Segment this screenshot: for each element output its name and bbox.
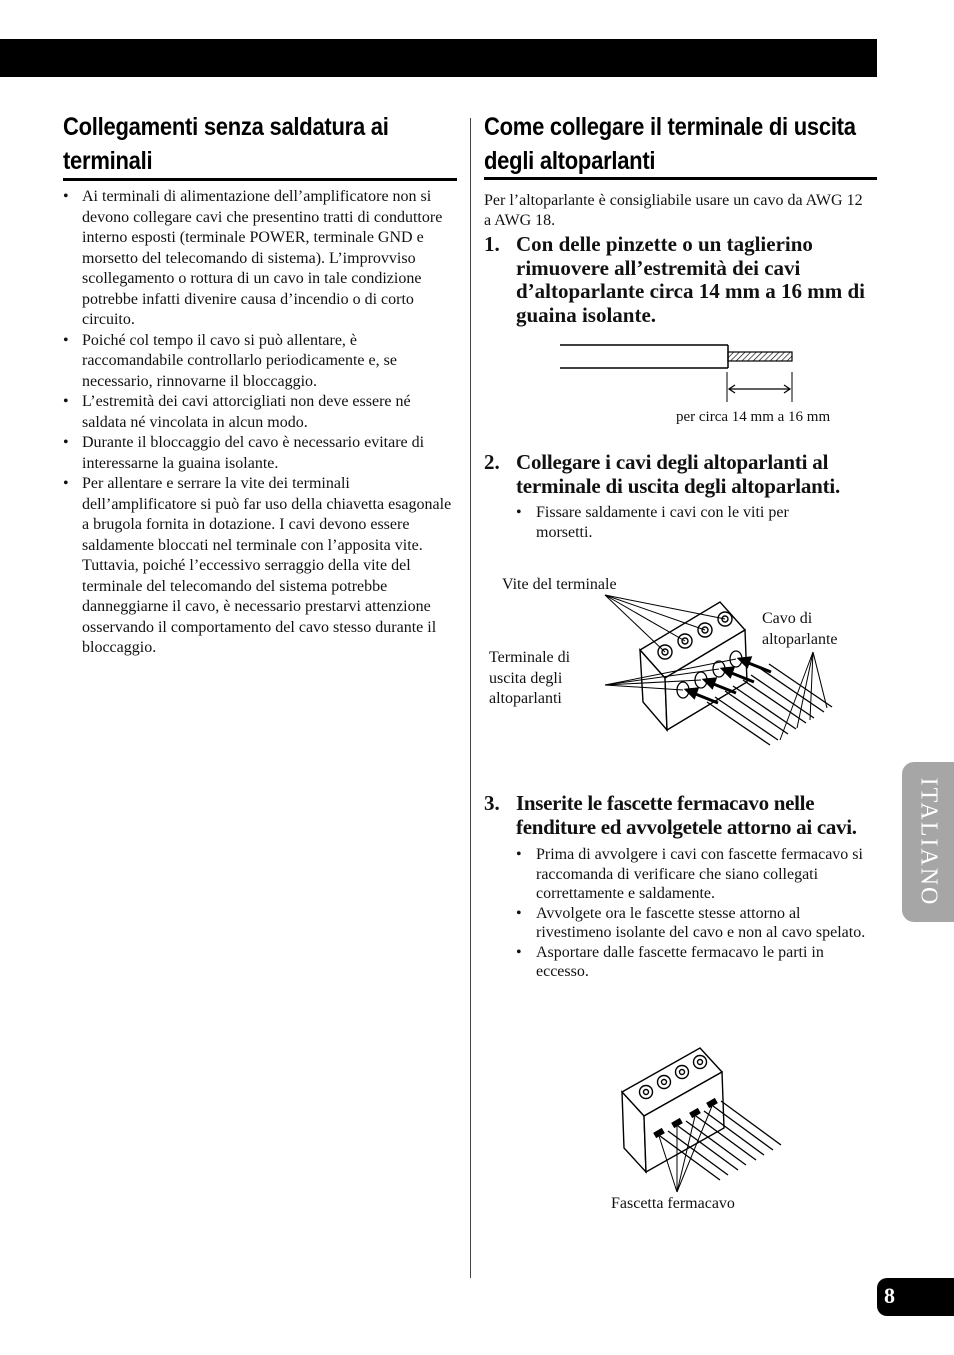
- list-item: • Durante il bloccaggio del cavo è necessario evitare di interessarne la guaina isolante.: [63, 433, 458, 474]
- label-speaker-cable: Cavo di altoparlante: [762, 610, 838, 648]
- pointer-lines-cables: [780, 652, 827, 740]
- stripped-wire-figure: [555, 338, 805, 408]
- page-number-badge: [877, 1278, 954, 1316]
- dimension-arrow: [729, 385, 790, 393]
- column-divider: [470, 118, 471, 1278]
- intro-text: Per l’altoparlante è consigliabile usare un cavo da AWG 12 a AWG 18.: [484, 192, 863, 229]
- terminal-block: [622, 1048, 724, 1172]
- step-3-notes: [516, 845, 866, 982]
- step-number: 1.: [484, 232, 500, 256]
- cable-clamp-figure: [610, 1030, 800, 1195]
- list-item: • Prima di avvolgere i cavi con fascette fermacavo si raccomanda di verificare che siano collegati correttamente e saldamente.: [516, 845, 866, 904]
- terminal-connection-figure: [595, 590, 845, 760]
- header-bar: [0, 39, 877, 77]
- language-tab: [902, 762, 954, 922]
- wire-conductor: [728, 352, 792, 361]
- list-item: • Avvolgete ora le fascette stesse attorno al rivestimeno isolante del cavo e non al cavo spelato.: [516, 904, 866, 943]
- list-item: • Poiché col tempo il cavo si può allentare, è raccomandabile controllarlo periodicamente e, se necessario, rinnovarne il bloccaggio.: [63, 331, 458, 393]
- wire-insulation: [560, 345, 728, 368]
- left-bullet-list: [63, 187, 458, 659]
- step-number: 3.: [484, 791, 500, 815]
- list-item: • Asportare dalle fascette fermacavo le parti in eccesso.: [516, 943, 866, 982]
- left-heading-rule: [63, 178, 457, 181]
- list-item: • L’estremità dei cavi attorcigliati non deve essere né saldata né vincolata in alcun modo.: [63, 392, 458, 433]
- left-heading: Collegamenti senza saldatura ai terminali: [63, 113, 389, 175]
- language-tab-label: ITALIANO: [915, 777, 942, 907]
- right-heading-rule: [484, 177, 877, 180]
- label-terminal-screw: Vite del terminale: [502, 576, 617, 593]
- label-cable-clamp: Fascetta fermacavo: [611, 1195, 735, 1212]
- step-text: Inserite le fascette fermacavo nelle fenditure ed avvolgetele attorno ai cavi.: [516, 791, 857, 839]
- list-item: • Fissare saldamente i cavi con le viti per morsetti.: [516, 503, 846, 542]
- label-output-terminal: Terminale di uscita degli altoparlanti: [489, 649, 571, 707]
- step-number: 2.: [484, 450, 500, 474]
- list-item: • Per allentare e serrare la vite dei terminali dell’amplificatore si può far uso della chiavetta esagonale a brugola fornita in dotazione. I cavi devono essere saldamente bloccati nel terminale con l’apposita vite. Tuttavia, poiché l’eccessivo serraggio della vite del terminale del telecomando del sistema potrebbe danneggiarne il cavo, è necessario prestarvi attenzione osservando il comportamento del cavo stesso durante il bloccaggio.: [63, 474, 458, 659]
- list-item: • Ai terminali di alimentazione dell’amplificatore non si devono collegare cavi che presentino tratti di conduttore interno esposti (terminale POWER, terminale GND e morsetto del telecomando di sistema). L’improvviso scollegamento o rottura di un cavo in tale condizione potrebbe infatti divenire causa d’incendio o di corto circuito.: [63, 187, 458, 331]
- page-number: 8: [884, 1283, 895, 1308]
- step-text: Collegare i cavi degli altoparlanti al terminale di uscita degli altoparlanti.: [516, 450, 841, 498]
- right-heading: Come collegare il terminale di uscita degli altoparlanti: [484, 113, 856, 175]
- step-2-notes: [516, 503, 846, 542]
- step-text: Con delle pinzette o un taglierino rimuovere all’estremità dei cavi d’altoparlante circa 14 mm a 16 mm di guaina isolante.: [516, 232, 865, 327]
- figure1-caption: per circa 14 mm a 16 mm: [676, 409, 831, 425]
